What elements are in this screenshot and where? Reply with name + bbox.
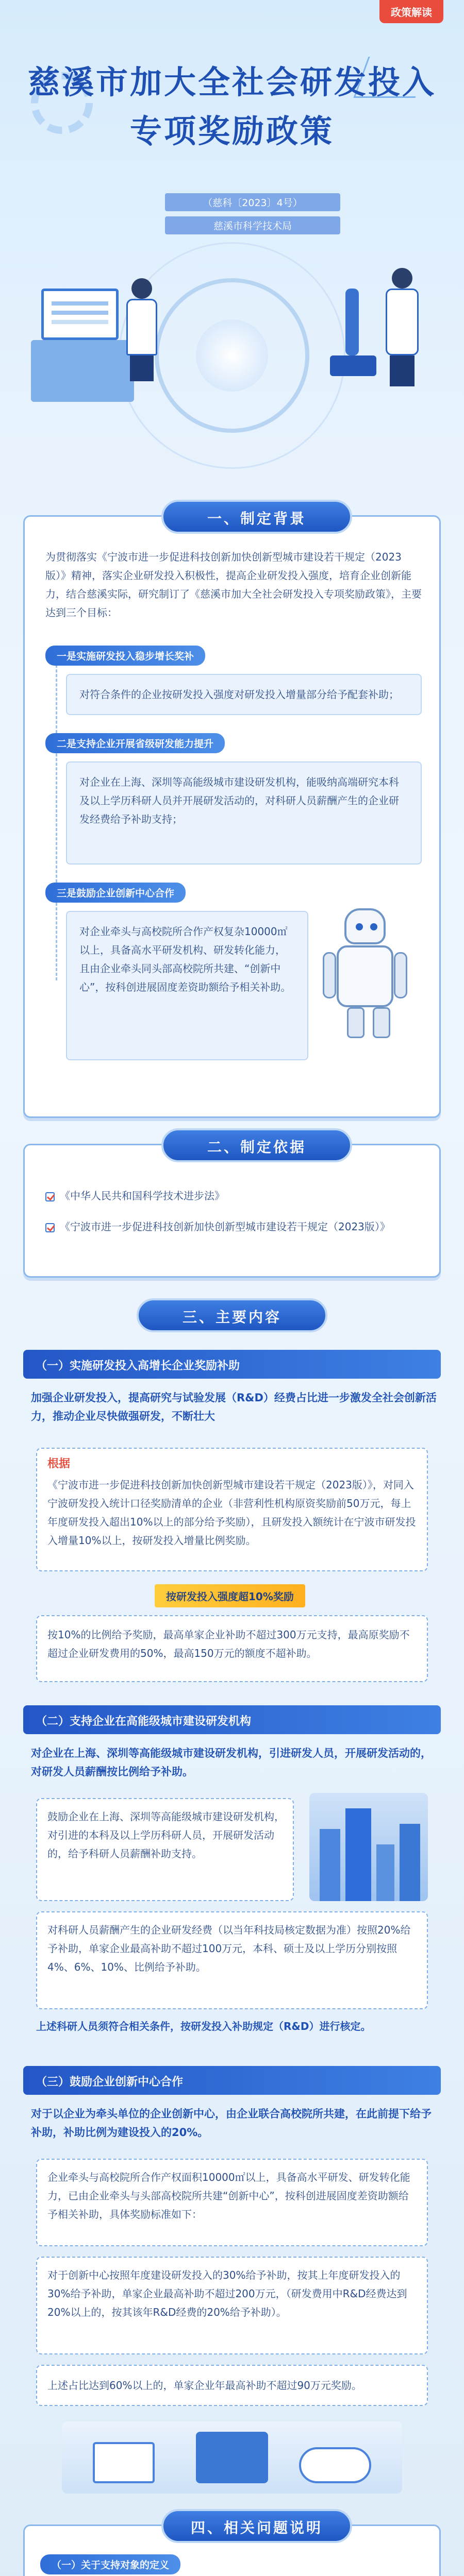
notice-label: 根据: [47, 1458, 71, 1470]
microscope-icon: [330, 289, 376, 376]
info-text: 对于创新中心按照年度建设研发投入的30%给予补助，按其上年度研发投入的30%给予补助，单家企业最高补助不超过200万元，（研发费用中R&D经费达到20%以上的，按其该年R&D经费的20%给予补助）。: [47, 2269, 407, 2318]
page-title-line2: 专项奖励政策: [129, 114, 334, 149]
checkbox-icon: [45, 1192, 55, 1201]
subsection-banner: [23, 2066, 441, 2095]
goal-title: 一是实施研发投入稳步增长奖补: [45, 646, 205, 666]
subsection-title: （二）支持企业在高能级城市建设研发机构: [36, 1715, 252, 1728]
subsection-lead: 对企业在上海、深圳等高能级城市建设研发机构，引进研发人员，开展研发活动的，对研发人员薪酬按比例给予补助。: [31, 1747, 432, 1778]
goal-box: [66, 911, 308, 1060]
policy-tag: 政策解读: [379, 0, 443, 23]
research-illustration: [62, 2421, 402, 2494]
detail-box: [36, 1615, 428, 1682]
detail-text: 按10%的比例给予奖励，最高单家企业补助不超过300万元支持，最高原奖励不超过企业研发费用的50%，最高150万元的额度不超补助。: [47, 1629, 410, 1659]
info-text: 鼓励企业在上海、深圳等高能级城市建设研发机构，对引进的本科及以上学历科研人员，开展研发活动的，给予科研人员薪酬补助支持。: [47, 1810, 285, 1860]
notice-text: 《宁波市进一步促进科技创新加快创新型城市建设若干规定（2023版）》，对同入宁波研发投入统计口径奖励清单的企业（非营利性机构原资奖励前50万元，每上年度研发投入超出10%以上的部分给予奖励），且研发投入额统计在宁波市研发投入增量10%以上，按研发投入增量比例奖励。: [47, 1479, 416, 1547]
goal-text: 对符合条件的企业按研发投入强度对研发投入增量部分给予配套补助；: [79, 688, 399, 701]
monitor-icon: [41, 289, 119, 340]
subsection-banner: [23, 1350, 441, 1379]
info-text: 对科研人员薪酬产生的企业研发经费（以当年科技局核定数据为准）按照20%给予补助，单家企业最高补助不超过100万元，本科、硕士及以上学历分别按照4%、6%、10%、比例给予补助。: [47, 1924, 411, 1973]
info-text: 上述占比达到60%以上的，单家企业年最高补助不超过90万元奖励。: [47, 2379, 362, 2392]
goal-box: [66, 761, 422, 865]
info-box: [36, 2159, 428, 2246]
section-background: [23, 2519, 441, 2576]
robot-illustration: [329, 908, 411, 1042]
city-skyline-illustration: [309, 1793, 428, 1901]
section-heading: 一、制定背景: [161, 500, 352, 534]
subsection-title: （三）鼓励企业创新中心合作: [36, 2076, 184, 2089]
notice-box: [36, 1448, 428, 1571]
info-box: [36, 1911, 428, 2009]
lab-desk-illustration: [31, 340, 134, 402]
highlight-label: 按研发投入强度超10%奖励: [155, 1584, 305, 1607]
section-intro: 为贯彻落实《宁波市进一步促进科技创新加快创新型城市建设若干规定（2023版）》精神，落实企业研发投入积极性，提高企业研发投入强度，培育企业创新能力，结合慈溪实际，研究制订了《慈溪市加大全社会研发投入专项奖励政策》，主要达到三个目标：: [45, 551, 422, 619]
info-box: [36, 2257, 428, 2354]
section-heading: 二、制定依据: [161, 1128, 352, 1162]
subsection-title: （一）实施研发投入高增长企业奖励补助: [36, 1360, 240, 1372]
qa-question: （一）关于支持对象的定义: [40, 2554, 180, 2574]
subsection-banner: [23, 1705, 441, 1734]
goal-title: 二是支持企业开展省级研发能力提升: [45, 733, 225, 753]
subsection-note: 上述科研人员须符合相关条件，按研发投入补助规定（R&D）进行核定。: [36, 2020, 371, 2032]
page-title-line1: 慈溪市加大全社会研发投入: [27, 65, 436, 100]
goal-title: 三是鼓励企业创新中心合作: [45, 883, 186, 903]
goal-text: 对企业牵头与高校院所合作产权复杂10000㎡以上，具备高水平研发机构、研发转化能力，且由企业牵头同头部高校院所共建、“创新中心”，按科创进展固度差资助额给予相关补助。: [79, 925, 291, 993]
section-background: [23, 1139, 441, 1278]
timeline-line: [56, 651, 57, 980]
checkbox-icon: [45, 1223, 55, 1232]
issuing-office: 慈溪市科学技术局: [165, 216, 340, 234]
subsection-lead: 对于以企业为牵头单位的企业创新中心，由企业联合高校院所共建，在此前提下给予补助，补助比例为建设投入的20%。: [31, 2108, 432, 2139]
researcher-illustration: [382, 268, 423, 386]
goal-box: [66, 674, 422, 715]
document-number: （慈科〔2023〕4号）: [165, 193, 340, 211]
basis-item: 《宁波市进一步促进科技创新加快创新型城市建设若干规定（2023版）》: [45, 1217, 427, 1236]
info-box: [36, 2365, 428, 2406]
section-background: [23, 510, 441, 1118]
section-heading: 四、相关问题说明: [161, 2509, 352, 2543]
scientist-illustration: [124, 278, 160, 381]
info-text: 企业牵头与高校院所合作产权面积10000㎡以上，具备高水平研发、研发转化能力，已由企业牵头与头部高校院所共建“创新中心”，按科创进展固度差资助额给予相关补助，具体奖励标准如下：: [47, 2171, 410, 2221]
info-box: [36, 1798, 294, 1901]
decorative-core: [196, 319, 268, 392]
subsection-lead: 加强企业研发投入，提高研究与试验发展（R&D）经费占比进一步激发全社会创新活力，推动企业尽快做强研发，不断壮大: [31, 1392, 437, 1422]
goal-text: 对企业在上海、深圳等高能级城市建设研发机构，能吸纳高端研究本科及以上学历科研人员并开展研发活动的，对科研人员薪酬产生的企业研发经费给予补助支持；: [79, 776, 399, 825]
section-heading: 三、主要内容: [137, 1298, 327, 1332]
hero-banner: [0, 0, 464, 515]
basis-item: 《中华人民共和国科学技术进步法》: [45, 1187, 427, 1205]
